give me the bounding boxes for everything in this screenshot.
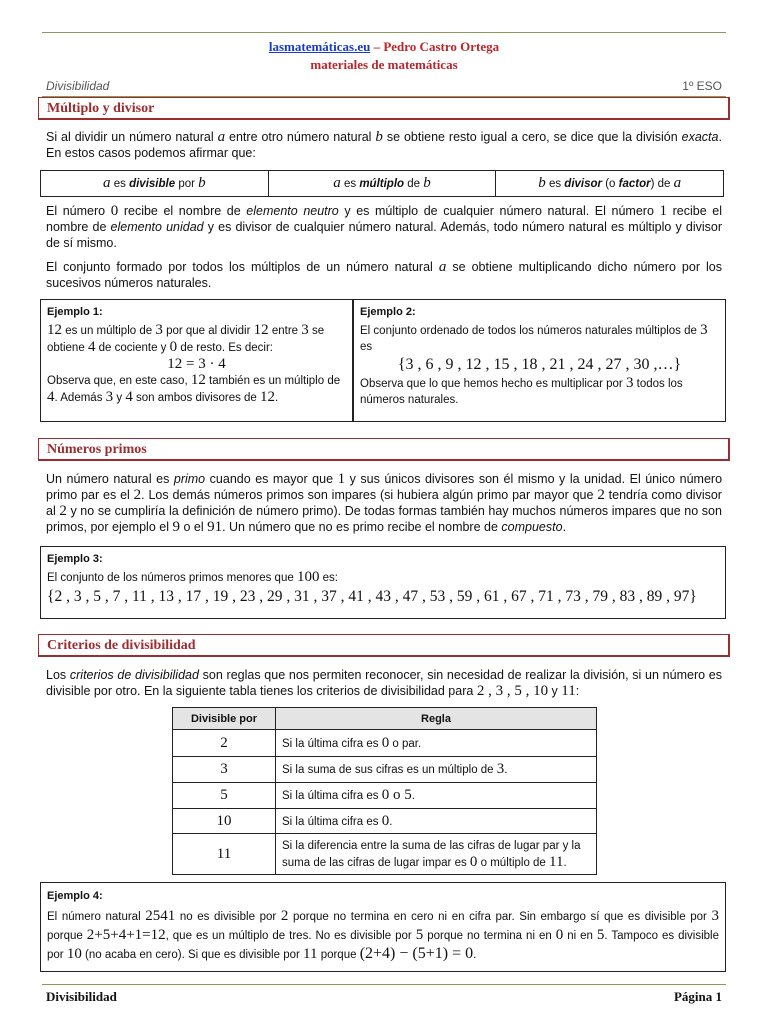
example-4-text: El número natural 2541 no es divisible por 2 porque no termina en cero ni en cifra par. Sin embargo sí que es divisible por 3 porque 2+5+4+1=12, que es un múltiplo de tres. No es divisible por 5 porque no termina ni en 0 ni en 5. Tampoco es divisible por 10 (no acaba en cero). Si que es divisible por 11 porque (2+4) − (5+1) = 0. (47, 908, 719, 962)
rule-divisor: 2 (173, 730, 276, 757)
example-4-title: Ejemplo 4: (47, 890, 103, 902)
example-2-set: {3 , 6 , 9 , 12 , 15 , 18 , 21 , 24 , 27 , 30 ,…} (397, 356, 682, 373)
header-level: 1º ESO (682, 79, 722, 93)
footer-page-number: Página 1 (673, 989, 722, 1004)
definition-table (40, 170, 724, 197)
rule-text: Si la diferencia entre la suma de las cifras de lugar par y la suma de las cifras de lugar impar es 0 o múltiplo de 11. (276, 834, 597, 875)
site-link[interactable]: lasmatemáticas.eu (268, 39, 371, 54)
header-subtitle: materiales de matemáticas (310, 57, 458, 72)
example-1-box (40, 299, 353, 422)
rules-header-regla: Regla (276, 708, 597, 730)
example-2-observation: Observa que lo que hemos hecho es multiplicar por 3 todos los números naturales. (360, 375, 683, 406)
header-title-line (42, 39, 726, 55)
example-1-title: Ejemplo 1: (47, 306, 103, 318)
page-footer (42, 984, 726, 1005)
table-row (173, 809, 597, 834)
footer-topic: Divisibilidad (46, 989, 117, 1004)
example-1-observation: Observa que, en este caso, 12 también es un múltiplo de 4. Además 3 y 4 son ambos divisores de 12. (47, 372, 341, 405)
rule-text: Si la última cifra es 0 o 5. (276, 783, 597, 809)
paragraph-primos: Un número natural es primo cuando es mayor que 1 y sus únicos divisores son él mismo y la unidad. El único número primo par es el 2. Los demás números primos son impares (si hubiera algún primo par mayor que 2 tendría como divisor al 2 y no se cumpliría la definición de número primo). De todas formas también hay muchos números impares que no son primos, por ejemplo el 9 o el 91. Un número que no es primo recibe el nombre de compuesto. (46, 471, 723, 535)
header-meta (42, 79, 726, 97)
section-heading-criterios: Criterios de divisibilidad (38, 634, 730, 657)
paragraph-conjunto-multiplos: El conjunto formado por todos los múltiplos de un número natural a se obtiene multiplicando dicho número por los sucesivos números naturales. (46, 259, 722, 290)
header-author: Pedro Castro Ortega (383, 39, 500, 54)
example-3-title: Ejemplo 3: (47, 553, 103, 565)
example-1-equation: 12 = 3 · 4 (167, 356, 226, 372)
rule-divisor: 10 (173, 809, 276, 834)
rule-text: Si la última cifra es 0 o par. (276, 730, 597, 757)
example-3-box (40, 546, 726, 619)
paragraph-elementos: El número 0 recibe el nombre de elemento neutro y es múltiplo de cualquier número natural. El número 1 recibe el nombre de elemento unidad y es divisor de cualquier número natural. Además, todo número natural es múltiplo y divisor de sí mismo. (46, 203, 722, 250)
example-3-prime-set: {2 , 3 , 5 , 7 , 11 , 13 , 17 , 19 , 23 , 29 , 31 , 37 , 41 , 43 , 47 , 53 , 59 , 61 , 67 , 71 , 73 , 79 , 83 , 89 , 97} (47, 588, 697, 605)
table-row (173, 783, 597, 809)
definition-cell-divisor: b es divisor (o factor ) de a (538, 175, 682, 191)
page-header (42, 32, 726, 97)
example-1-text: 12 es un múltiplo de 3 por que al dividir 12 entre 3 se obtiene 4 de cociente y 0 de resto. Es decir: (47, 322, 325, 355)
table-row (173, 730, 597, 757)
section-heading-primos: Números primos (38, 438, 730, 461)
rule-text: Si la última cifra es 0. (276, 809, 597, 834)
rule-divisor: 3 (173, 757, 276, 783)
paragraph-criterios: Los criterios de divisibilidad son reglas que nos permiten reconocer, sin necesidad de realizar la división, si un número es divisible por otro. En la siguiente tabla tienes los criterios de divisibilidad para 2 , 3 , 5 , 10 y 11: (46, 668, 722, 699)
rule-divisor: 11 (173, 834, 276, 875)
table-row (173, 834, 597, 875)
example-2-box (353, 299, 726, 422)
header-dash: – (373, 39, 381, 54)
section-heading-multiplo: Múltiplo y divisor (38, 97, 730, 120)
example-2-title: Ejemplo 2: (360, 306, 416, 318)
rule-divisor: 5 (173, 783, 276, 809)
paragraph-multiplo-intro: Si al dividir un número natural a entre otro número natural b se obtiene resto igual a cero, se dice que la división exacta. En estos casos podemos afirmar que: (46, 129, 722, 160)
example-2-text: El conjunto ordenado de todos los números naturales múltiplos de 3 es (360, 322, 708, 353)
rules-header-divisible: Divisible por (173, 708, 276, 730)
definition-cell-multiplo: a es múltiplo de b (269, 171, 497, 196)
header-topic: Divisibilidad (46, 79, 110, 93)
example-3-text: El conjunto de los números primos menores que 100 es: (47, 569, 338, 585)
definition-cell-divisible: a es divisible por b (41, 171, 269, 196)
rules-header-row (173, 708, 597, 730)
divisibility-rules-table (172, 707, 597, 875)
rule-text: Si la suma de sus cifras es un múltiplo de 3. (276, 757, 597, 783)
example-4-box (40, 882, 726, 972)
table-row (173, 757, 597, 783)
